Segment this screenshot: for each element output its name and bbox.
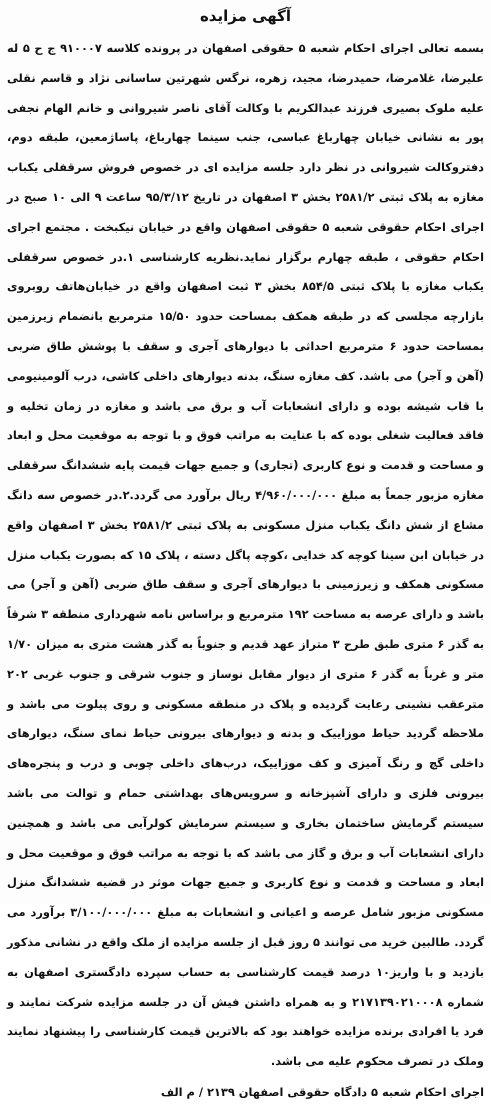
notice-footer: اجرای احکام شعبه ۵ دادگاه حقوقی اصفهان ۲۱۳۹ / م الف (160, 1084, 484, 1099)
notice-title: آگهی مزایده (199, 7, 292, 25)
notice-body: بسمه تعالی اجرای احکام شعبه ۵ حقوقی اصفهان در پرونده کلاسه ۹۱۰۰۰۷ ج ح ۵ له علیرضا، غلامرضا، حمیدرضا، مجید، زهره، نرگس شهرتین ساسانی نژاد و قاسم نقلی علیه ملوک بصیری فرزند عبدالکریم با وکالت آقای ناصر شیروانی و خانم الهام نجفی پور به نشانی خیابان چهارباغ عباسی، جنب سینما چهارباغ، پاساژمعین، طبقه دوم، دفتروکالت شیروانی در نظر دارد جلسه مزایده ای در خصوص فروش سرقفلی یکباب مغازه به پلاک ثبتی ۲۵۸۱/۲ بخش ۳ اصفهان در تاریخ ۹۵/۳/۱۲ ساعت ۹ الی ۱۰ صبح در اجرای احکام حقوقی شعبه ۵ حقوقی اصفهان واقع در خیابان نیکبخت . مجتمع اجرای احکام حقوقی ، طبقه چهارم برگزار نماید.نظریه کارشناسی ۱.در خصوص سرقفلی یکباب مغازه با پلاک ثبتی ۸۵۴/۵ بخش ۳ ثبت اصفهان واقع در خیابان‌هاتف روبروی بازارچه مجلسی که در طبقه همکف بمساحت حدود ۱۵/۵۰ مترمربع بانضمام زیرزمین بمساحت حدود ۶ مترمربع احداثی با دیوارهای آجری و سقف با پوشش طاق ضربی (آهن و آجر) می باشد. کف مغازه سنگ، بدنه دیوارهای داخلی کاشی، درب آلومینیومی با قاب شیشه بوده و دارای انشعابات آب و برق می باشد و مغازه در زمان تخلیه و فاقد فعالیت شغلی بوده که با عنایت به مراتب فوق و با توجه به موقعیت محل و ابعاد و مساحت و قدمت و نوع کاربری (تجاری) و جمیع جهات قیمت پایه ششدانگ سرقفلی مغازه مزبور جمعاً به مبلغ ۴/۹۶۰/۰۰۰/۰۰۰ ریال برآورد می گردد.۲.در خصوص سه دانگ مشاع از شش دانگ یکباب منزل مسکونی به پلاک ثبتی ۲۵۸۱/۲ بخش ۳ اصفهان واقع در خیابان ابن سینا کوچه کد خدایی ،کوچه پاگل دسته ، پلاک ۱۵ که بصورت یکباب منزل مسکونی همکف و زیرزمینی با دیوارهای آجری و سقف طاق ضربی (آهن و آجر) می باشد و دارای عرصه به مساحت ۱۹۲ مترمربع و براساس نامه شهرداری منطقه ۳ شرقاً به گذر ۶ متری طبق طرح ۳ متراز عهد قدیم و جنوباً به گذر هشت متری به میزان ۱/۷۰ متر و غرباً به گذر ۶ متری از دیوار مقابل نوساز و جنوب شرقی و جنوب غربی ۲۰۲ مترعقب نشینی رعایت گردیده و پلاک در منطقه مسکونی و روی پیلوت می باشد و ملاحظه گردید حیاط موزاییک و بدنه و دیوارهای بیرونی حیاط نمای سنگ، دیوارهای داخلی گچ و رنگ آمیزی و کف موزاییک، درب‌های داخلی چوبی و درب و پنجره‌های بیرونی فلزی و دارای آشپزخانه و سرویس‌های بهداشتی حمام و توالت می باشد سیستم گرمایش ساختمان بخاری و سیستم سرمایش کولر‌آبی می باشد و همچنین دارای انشعابات آب و برق و گاز می باشد که با توجه به مراتب فوق و موقعیت محل و ابعاد و مساحت و قدمت و نوع کاربری و جمیع جهات موثر در قضیه ششدانگ منزل مسکونی مزبور شامل عرصه و اعیانی و انشعابات به مبلغ ۳/۱۰۰/۰۰۰/۰۰۰ برآورد می گردد. طالبین خرید می توانند ۵ روز قبل از جلسه مزایده از ملک واقع در نشانی مذکور بازدید و با واریز۱۰ درصد قیمت کارشناسی به حساب سپرده دادگستری اصفهان به شماره ۲۱۷۱۳۹۰۲۱۰۰۰۸ و به همراه داشتن فیش آن در جلسه مزایده شرکت نمایند و فرد یا افرادی برنده مزایده خواهند بود که بالاترین قیمت کارشناسی را پیشنهاد نمایند وملک در تصرف محکوم علیه می باشد. (7, 41, 485, 1069)
